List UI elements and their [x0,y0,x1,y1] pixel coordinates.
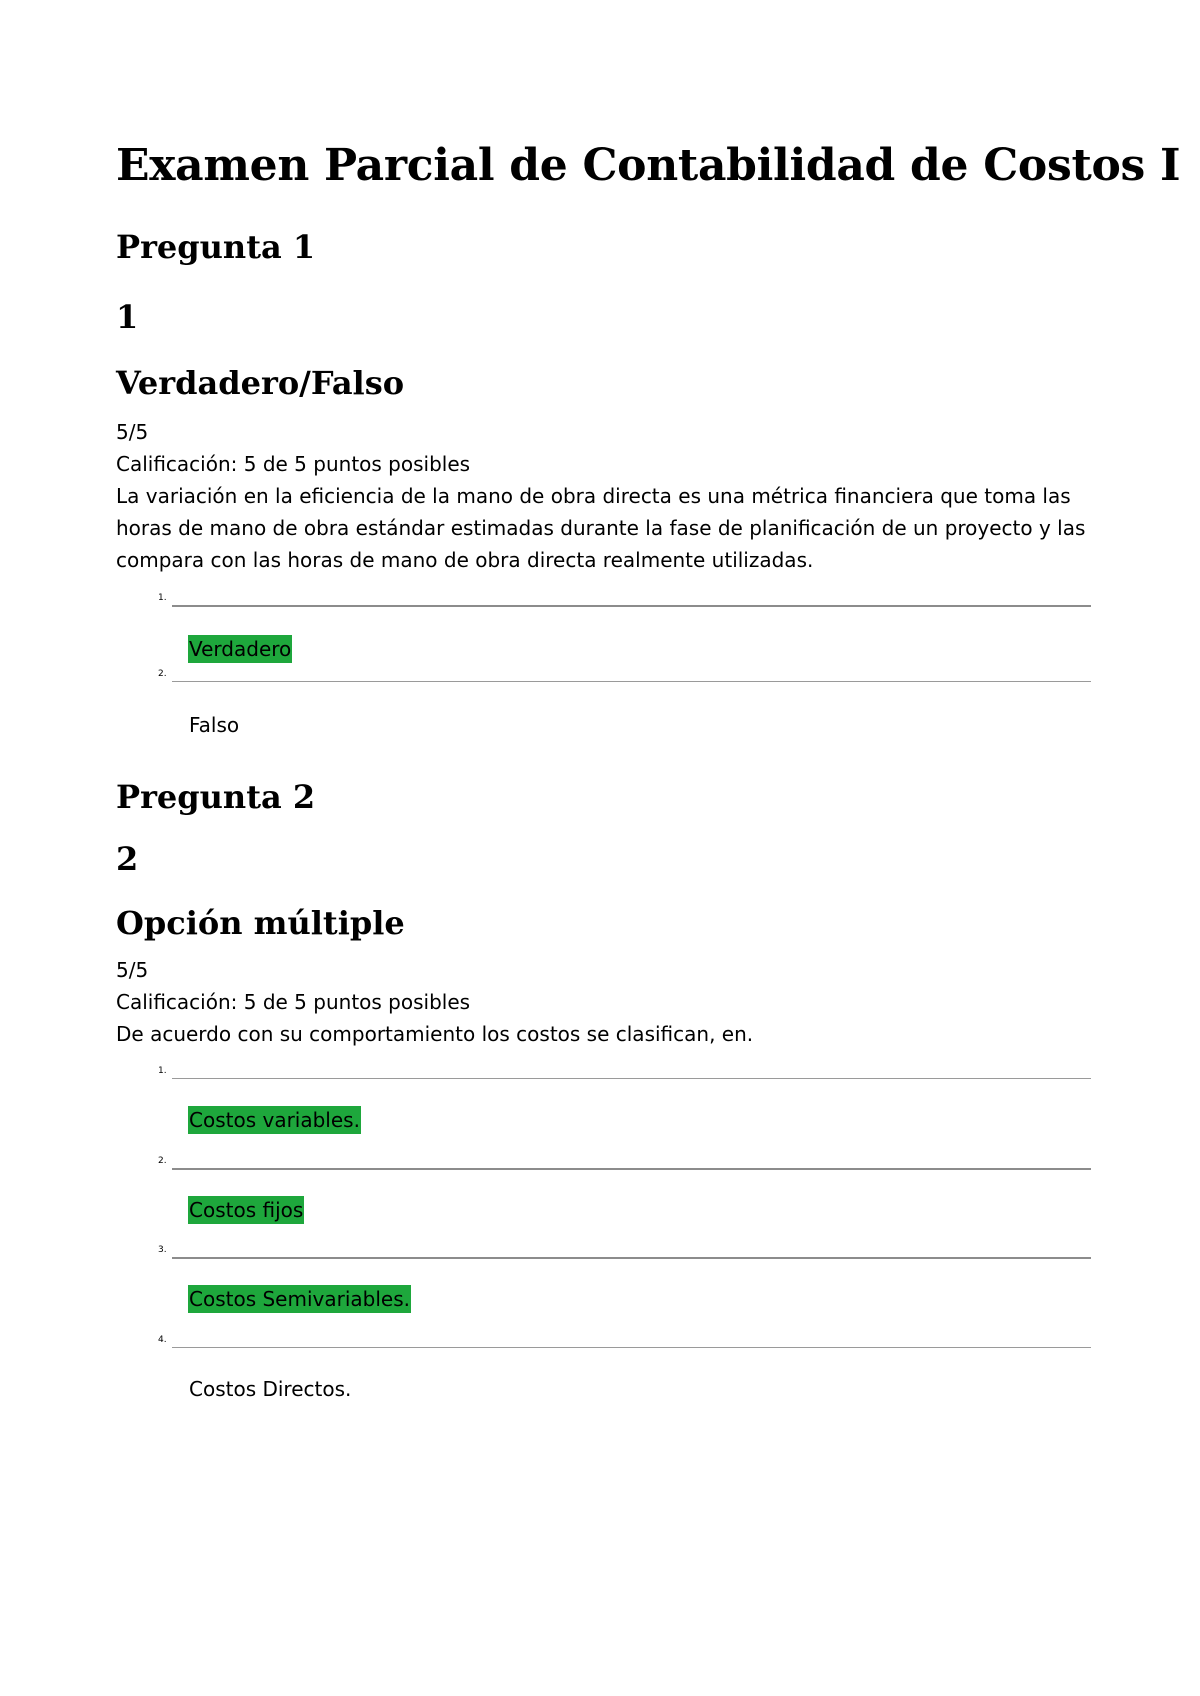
option-number: 1. [158,1066,167,1076]
question-score: 5/5 [116,958,149,982]
question-heading: Pregunta 1 [116,228,316,266]
question-type: Opción múltiple [116,904,405,942]
question-text: De acuerdo con su comportamiento los costos se clasifican, en. [116,1022,754,1046]
question-type: Verdadero/Falso [116,364,405,402]
option-number: 4. [158,1335,167,1345]
option-divider [172,1168,1091,1170]
document-title: Examen Parcial de Contabilidad de Costos I [116,140,1181,191]
question-grade: Calificación: 5 de 5 puntos posibles [116,990,471,1014]
option-divider [172,681,1091,682]
option-number: 2. [158,669,167,679]
option-label: Falso [189,713,240,737]
option-number: 3. [158,1245,167,1255]
option-label-correct: Verdadero [189,637,292,661]
question-text: La variación en la eficiencia de la mano de obra directa es una métrica financiera que toma las horas de mano de obra estándar estimadas durante la fase de planificación de un proyecto y las compara con las horas de mano de obra directa realmente utilizadas. [116,484,1086,572]
option-number: 1. [158,593,167,603]
option-label-correct: Costos fijos [189,1198,304,1222]
option-divider [172,605,1091,607]
option-divider [172,1347,1091,1348]
question-number: 2 [116,840,139,878]
option-number: 2. [158,1156,167,1166]
option-divider [172,1078,1091,1079]
question-number: 1 [116,298,139,336]
question-heading: Pregunta 2 [116,778,316,816]
option-label-correct: Costos Semivariables. [189,1287,410,1311]
option-label: Costos Directos. [189,1377,352,1401]
question-grade: Calificación: 5 de 5 puntos posibles [116,452,471,476]
option-label-correct: Costos variables. [189,1108,360,1132]
option-divider [172,1257,1091,1259]
question-score: 5/5 [116,420,149,444]
